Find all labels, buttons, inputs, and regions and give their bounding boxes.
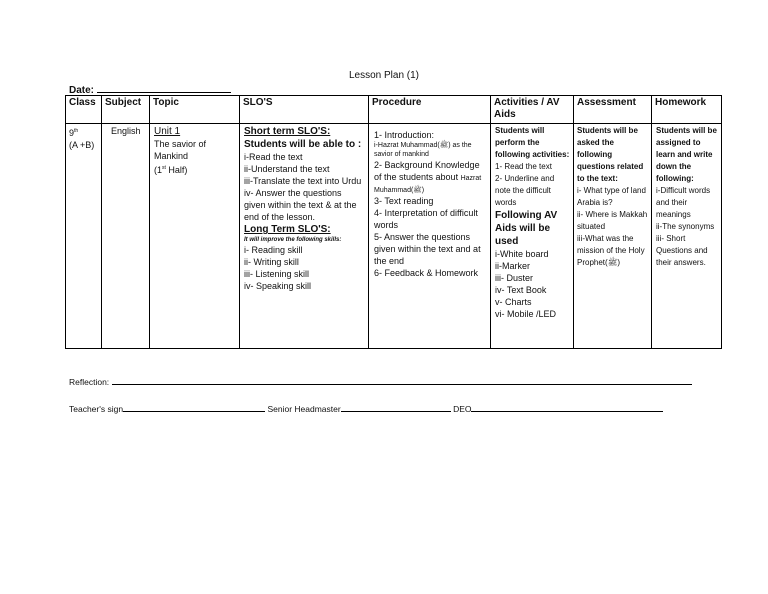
homework-cell — [652, 124, 722, 349]
table-row — [66, 124, 722, 349]
short-term-heading: Short term SLO'S: — [244, 126, 331, 137]
assessment-intro: Students will be asked the following questions related to the text: — [577, 126, 644, 183]
assessment-question: iii-What was the mission of the Holy Prophet(ﷺ) — [577, 234, 645, 267]
signature-line — [69, 403, 663, 414]
class-grade: 9 — [69, 128, 75, 138]
header-activities: Activities / AV Aids — [491, 96, 574, 124]
av-aids-heading: Following AV Aids will be used — [495, 210, 558, 247]
activity-item: 1- Read the text — [495, 162, 552, 171]
activity-item: 2- Underline and note the difficult words — [495, 174, 555, 207]
header-homework: Homework — [652, 96, 722, 124]
topic-cell — [150, 124, 240, 349]
procedure-step: 6- Feedback & Homework — [374, 268, 479, 278]
av-aid-item: iv- Text Book — [495, 285, 547, 295]
header-class: Class — [66, 96, 102, 124]
av-aid-item: v- Charts — [495, 297, 532, 307]
header-subject: Subject — [102, 96, 150, 124]
topic-half-post: Half) — [165, 165, 188, 175]
procedure-step-text: 2- Background Knowledge of the students about — [374, 160, 480, 182]
long-slo-item: iv- Speaking skill — [244, 281, 312, 291]
topic-unit: Unit 1 — [154, 126, 181, 137]
date-label: Date: — [69, 85, 95, 96]
subject-cell — [102, 124, 150, 349]
homework-intro: Students will be assigned to learn and write down the following: — [656, 126, 717, 183]
lesson-plan-table — [65, 95, 722, 349]
topic-line2: Mankind — [154, 151, 189, 161]
procedure-step: 1- Introduction: — [374, 130, 435, 140]
reflection-blank — [112, 376, 692, 385]
av-aid-item: i-White board — [495, 249, 549, 259]
reflection-line — [69, 376, 692, 387]
header-slos: SLO'S — [240, 96, 369, 124]
senior-headmaster-label: Senior Headmaster — [267, 404, 341, 414]
table-header-row — [66, 96, 722, 124]
slos-cell — [240, 124, 369, 349]
short-slo-item: ii-Understand the text — [244, 164, 330, 174]
homework-item: i-Difficult words and their meanings — [656, 186, 711, 219]
assessment-cell — [574, 124, 652, 349]
long-slo-item: i- Reading skill — [244, 245, 303, 255]
short-slo-item: iii-Translate the text into Urdu — [244, 176, 362, 186]
av-aid-item: ii-Marker — [495, 261, 530, 271]
assessment-question: i- What type of land Arabia is? — [577, 186, 646, 207]
short-slo-item: iv- Answer the questions given within the text & at the end of the lesson. — [244, 188, 357, 222]
procedure-cell — [369, 124, 491, 349]
senior-headmaster-blank — [341, 403, 451, 412]
date-blank-line — [97, 84, 231, 93]
teacher-sign-label: Teacher's sign — [69, 404, 124, 414]
homework-item: iii- Short Questions and their answers. — [656, 234, 708, 267]
short-term-subheading: Students will be able to : — [244, 139, 362, 150]
long-slo-item: ii- Writing skill — [244, 257, 299, 267]
long-slo-item: iii- Listening skill — [244, 269, 310, 279]
topic-line1: The savior of — [154, 139, 207, 149]
procedure-step: 4- Interpretation of difficult words — [374, 208, 478, 230]
topic-half-sup: st — [162, 165, 166, 171]
homework-item: ii-The synonyms — [656, 222, 715, 231]
activities-cell — [491, 124, 574, 349]
procedure-step: 3- Text reading — [374, 196, 434, 206]
class-grade-sup: th — [74, 128, 79, 134]
header-topic: Topic — [150, 96, 240, 124]
header-assessment: Assessment — [574, 96, 652, 124]
reflection-label: Reflection: — [69, 377, 110, 387]
teacher-sign-blank — [123, 403, 265, 412]
page-title: Lesson Plan (1) — [348, 70, 420, 81]
deo-label: DEO — [453, 404, 472, 414]
long-term-heading: Long Term SLO'S: — [244, 224, 331, 235]
procedure-substep: i-Hazrat Muhammad(ﷺ) as the savior of mankind — [374, 142, 472, 158]
topic-half — [154, 162, 236, 176]
activities-intro: Students will perform the following activities: — [495, 126, 570, 159]
av-aid-item: vi- Mobile /LED — [495, 309, 557, 319]
topic-half-pre: (1 — [154, 165, 163, 175]
class-section: (A +B) — [69, 140, 95, 150]
assessment-question: ii- Where is Makkah situated — [577, 210, 648, 231]
subject-value: English — [111, 126, 141, 136]
av-aid-item: iii- Duster — [495, 273, 534, 283]
deo-blank — [471, 403, 663, 412]
class-cell — [66, 124, 102, 349]
procedure-step — [374, 159, 487, 195]
header-procedure: Procedure — [369, 96, 491, 124]
long-term-note: It will improve the following skills: — [244, 237, 342, 243]
short-slo-item: i-Read the text — [244, 152, 303, 162]
procedure-step: 5- Answer the questions given within the text and at the end — [374, 232, 481, 266]
procedure-step-small: Hazrat Muhammad(ﷺ) — [374, 175, 482, 194]
